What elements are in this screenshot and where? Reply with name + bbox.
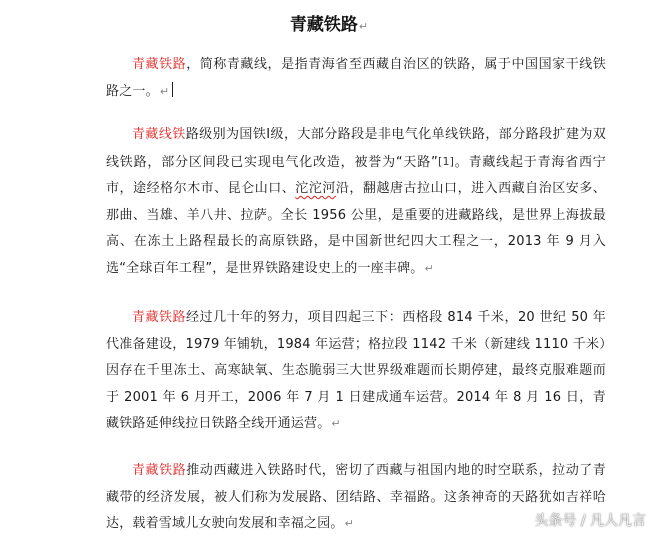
paragraph-mark-icon: ↵ <box>424 261 434 275</box>
text-cursor <box>172 82 173 97</box>
citation-ref[interactable]: [1] <box>437 154 455 168</box>
paragraph-4[interactable] <box>106 458 606 538</box>
paragraph-2-text-c: 沿，翻越唐古拉山口，进入西藏自治区安多、那曲、当雄、羊八井、拉萨。全长 1956 公里，是重要的进藏路线，是世界上海拔最高、在冻土上路程最长的高原铁路，是中国新世纪四大工程之一，2013 年 9 月入选“全球百年工程”，是世界铁路建设史上的一座丰碑。 <box>106 181 606 276</box>
highlighted-term: 青藏铁路 <box>132 463 187 478</box>
paragraph-2-text-b: 。青藏线起于青海省西宁市，途经格尔木市、昆仑山口、 <box>106 154 606 196</box>
paragraph-mark-icon: ↵ <box>344 517 355 530</box>
title-text: 青藏铁路 <box>289 15 358 35</box>
highlighted-term: 青藏铁路 <box>132 57 187 72</box>
watermark <box>534 510 646 530</box>
highlighted-term: 青藏线铁 <box>132 127 186 142</box>
spellcheck-word: 沱沱河 <box>295 181 336 196</box>
paragraph-4-text: 推动西藏进入铁路时代，密切了西藏与祖国内地的时空联系，拉动了青藏带的经济发展，被人们称为发展路、团结路、幸福路。这条神奇的天路犹如吉祥哈达，载着雪域儿女驶向发展和幸福之园。 <box>106 463 606 531</box>
paragraph-mark-icon: ↵ <box>159 84 170 98</box>
paragraph-3[interactable] <box>106 305 606 438</box>
highlighted-term: 青藏铁路 <box>132 310 187 325</box>
paragraph-1[interactable] <box>106 52 606 105</box>
document-title <box>0 12 658 40</box>
paragraph-mark-icon: ↵ <box>358 20 369 33</box>
paragraph-2-text-a: 路级别为国铁Ⅰ级，大部分路段是非电气化单线铁路，部分路段扩建为双线铁路，部分区间段已实现电气化改造，被誉为“天路” <box>106 127 606 170</box>
paragraph-2[interactable] <box>106 122 606 282</box>
paragraph-3-text: 经过几十年的努力，项目四起三下：西格段 814 千米，20 世纪 50 年代准备建设，1979 年铺轨，1984 年运营；格拉段 1142 千米（新建线 1110 千米）因存在千里冻土、高寒缺氧、生态脆弱三大世界级难题而长期停建，最终克服难题而于 2001 年 6 月开工，2006 年 7 月 1 日建成通车运营。2014 年 8 月 16 日，青藏铁路延伸线拉日铁路全线开通运营。 <box>106 310 606 431</box>
paragraph-mark-icon: ↵ <box>331 417 341 430</box>
watermark-text: 头条号 / 凡人凡言 <box>534 513 646 529</box>
paragraph-1-text: ，简称青藏线，是指青海省至西藏自治区的铁路，属于中国国家干线铁路之一。 <box>106 57 606 99</box>
